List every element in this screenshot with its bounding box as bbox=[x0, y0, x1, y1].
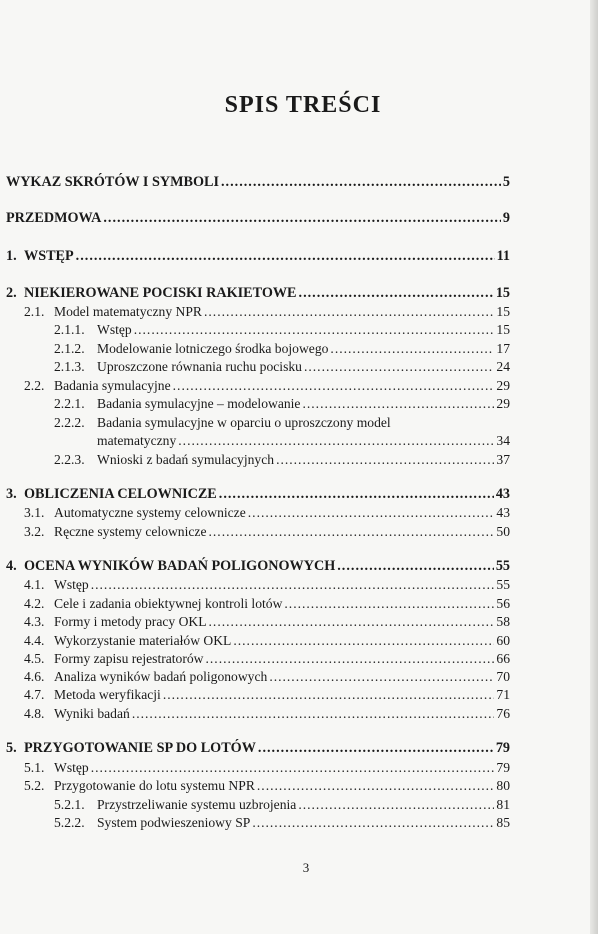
toc-entry[interactable] bbox=[54, 451, 510, 468]
toc-entry-title: NIEKIEROWANE POCISKI RAKIETOWE bbox=[24, 285, 297, 301]
page-number: 3 bbox=[302, 860, 310, 875]
toc-entry-number: 2. bbox=[6, 285, 17, 301]
toc-entry-page: 11 bbox=[496, 248, 510, 264]
toc-entry-title: Badania symulacyjne – modelowanie bbox=[97, 396, 301, 411]
toc-leader-dots bbox=[91, 759, 495, 776]
toc-entry-title: PRZYGOTOWANIE SP DO LOTÓW bbox=[24, 740, 256, 756]
toc-entry[interactable] bbox=[54, 796, 510, 813]
toc-entry-page: 15 bbox=[495, 285, 510, 301]
toc-entry[interactable] bbox=[6, 740, 510, 757]
toc-entry[interactable] bbox=[24, 705, 510, 722]
toc-entry[interactable] bbox=[24, 777, 510, 794]
toc-entry-page: 43 bbox=[495, 486, 510, 502]
toc-entry-title: Formy i metody pracy OKL bbox=[54, 614, 207, 629]
toc-leader-dots bbox=[248, 504, 495, 521]
toc-entry-page: 58 bbox=[496, 614, 510, 629]
toc-entry-number: 2.1.2. bbox=[54, 341, 85, 356]
toc-entry-title: Przygotowanie do lotu systemu NPR bbox=[54, 778, 255, 793]
toc-entry-page: 79 bbox=[495, 740, 510, 756]
toc-entry-number: 2.2.3. bbox=[54, 452, 85, 467]
toc-leader-dots bbox=[132, 705, 495, 722]
toc-entry[interactable] bbox=[6, 558, 510, 575]
toc-leader-dots bbox=[221, 174, 501, 191]
toc-entry-page: 24 bbox=[496, 359, 510, 374]
toc-entry-title: OCENA WYNIKÓW BADAŃ POLIGONOWYCH bbox=[24, 558, 336, 574]
toc-entry-number: 4. bbox=[6, 558, 17, 574]
toc-entry-title: OBLICZENIA CELOWNICZE bbox=[24, 486, 217, 502]
toc-entry[interactable] bbox=[24, 686, 510, 703]
toc-entry[interactable] bbox=[6, 210, 510, 227]
toc-leader-dots bbox=[252, 814, 494, 831]
toc-entry-page: 55 bbox=[496, 577, 510, 592]
toc-entry-page: 15 bbox=[496, 322, 510, 337]
toc-entry-page: 34 bbox=[496, 433, 510, 448]
toc-leader-dots bbox=[298, 796, 494, 813]
toc-leader-dots bbox=[163, 686, 495, 703]
toc-leader-dots bbox=[209, 613, 495, 630]
toc-entry[interactable] bbox=[24, 523, 510, 540]
toc-entry-number: 4.1. bbox=[24, 577, 45, 592]
toc-entry-page: 55 bbox=[495, 558, 510, 574]
toc-leader-dots bbox=[76, 248, 495, 265]
toc-entry-number: 4.8. bbox=[24, 706, 45, 721]
toc-entry-title: Wyniki badań bbox=[54, 706, 130, 721]
toc-leader-dots bbox=[302, 395, 494, 412]
toc-leader-dots bbox=[206, 650, 495, 667]
toc-entry-number: 2.1. bbox=[24, 304, 45, 319]
toc-entry-title: Ręczne systemy celownicze bbox=[54, 524, 207, 539]
toc-entry-page: 76 bbox=[496, 706, 510, 721]
page-title: SPIS TREŚCI bbox=[224, 92, 382, 118]
toc-entry[interactable] bbox=[24, 632, 510, 649]
toc-entry[interactable] bbox=[24, 504, 510, 521]
toc-leader-dots bbox=[219, 486, 494, 503]
toc-entry-number: 5.2.1. bbox=[54, 797, 85, 812]
toc-entry-page: 70 bbox=[496, 669, 510, 684]
toc-entry[interactable] bbox=[24, 650, 510, 667]
toc-entry-title: Wstęp bbox=[54, 577, 89, 592]
toc-entry-number: 2.2.2. bbox=[54, 415, 85, 430]
toc-entry-page: 71 bbox=[496, 687, 510, 702]
toc-entry-number: 4.7. bbox=[24, 687, 45, 702]
toc-entry-page: 5 bbox=[502, 174, 510, 190]
toc-entry[interactable] bbox=[24, 576, 510, 593]
toc-entry[interactable] bbox=[54, 395, 510, 412]
toc-leader-dots bbox=[269, 668, 494, 685]
toc-entry-page: 29 bbox=[496, 396, 510, 411]
toc-entry[interactable] bbox=[6, 248, 510, 265]
toc-entry[interactable] bbox=[24, 759, 510, 776]
toc-entry-title: Przystrzeliwanie systemu uzbrojenia bbox=[97, 797, 297, 812]
toc-leader-dots bbox=[337, 558, 494, 575]
toc-entry-title: Formy zapisu rejestratorów bbox=[54, 651, 204, 666]
toc-entry-title: Wykorzystanie materiałów OKL bbox=[54, 633, 232, 648]
toc-entry[interactable] bbox=[54, 814, 510, 831]
toc-entry-page: 15 bbox=[496, 304, 510, 319]
toc-entry-number: 4.2. bbox=[24, 596, 45, 611]
toc-leader-dots bbox=[134, 321, 495, 338]
toc-entry-number: 2.1.3. bbox=[54, 359, 85, 374]
toc-entry-number: 5.2. bbox=[24, 778, 45, 793]
toc-entry[interactable] bbox=[6, 174, 510, 191]
toc-entry-title: Badania symulacyjne w oparciu o uproszczony model bbox=[97, 415, 391, 430]
toc-leader-dots bbox=[173, 377, 495, 394]
toc-entry-page: 80 bbox=[496, 778, 510, 793]
toc-leader-dots bbox=[204, 303, 494, 320]
toc-entry-title-continuation: matematyczny bbox=[97, 433, 177, 448]
toc-entry[interactable] bbox=[24, 595, 510, 612]
toc-entry-number: 2.1.1. bbox=[54, 322, 85, 337]
toc-entry-page: 50 bbox=[496, 524, 510, 539]
toc-entry-title: WSTĘP bbox=[24, 248, 74, 264]
toc-leader-dots bbox=[276, 451, 494, 468]
toc-leader-dots bbox=[209, 523, 495, 540]
toc-entry-page: 9 bbox=[502, 210, 510, 226]
toc-entry-page: 37 bbox=[496, 452, 510, 467]
toc-entry-title: Analiza wyników badań poligonowych bbox=[54, 669, 268, 684]
toc-entry-title: Uproszczone równania ruchu pocisku bbox=[97, 359, 302, 374]
toc-leader-dots bbox=[330, 340, 494, 357]
toc-entry-continuation[interactable] bbox=[97, 432, 510, 449]
toc-entry-title: Wstęp bbox=[97, 322, 132, 337]
toc-leader-dots bbox=[257, 777, 495, 794]
toc-leader-dots bbox=[103, 210, 501, 227]
toc-entry[interactable] bbox=[54, 321, 510, 338]
toc-entry-page: 85 bbox=[496, 815, 510, 830]
toc-entry-number: 4.5. bbox=[24, 651, 45, 666]
toc-entry-title: Wstęp bbox=[54, 760, 89, 775]
toc-entry-page: 29 bbox=[496, 378, 510, 393]
toc-entry-title: System podwieszeniowy SP bbox=[97, 815, 251, 830]
toc-leader-dots bbox=[304, 358, 494, 375]
toc-entry-number: 4.6. bbox=[24, 669, 45, 684]
toc-leader-dots bbox=[258, 740, 494, 757]
toc-leader-dots bbox=[284, 595, 494, 612]
toc-entry-number: 2.2. bbox=[24, 378, 45, 393]
toc-entry-number: 4.4. bbox=[24, 633, 45, 648]
toc-leader-dots bbox=[178, 432, 494, 449]
toc-entry-number: 4.3. bbox=[24, 614, 45, 629]
toc-entry-page: 60 bbox=[496, 633, 510, 648]
toc-entry-title: Wnioski z badań symulacyjnych bbox=[97, 452, 275, 467]
toc-entry[interactable] bbox=[54, 340, 510, 357]
toc-entry[interactable] bbox=[54, 358, 510, 375]
toc-entry-title: Metoda weryfikacji bbox=[54, 687, 161, 702]
toc-leader-dots bbox=[299, 285, 494, 302]
toc-entry[interactable] bbox=[24, 668, 510, 685]
toc-entry[interactable] bbox=[24, 303, 510, 320]
toc-entry[interactable] bbox=[24, 377, 510, 394]
toc-entry-number: 5.2.2. bbox=[54, 815, 85, 830]
toc-entry-title: Automatyczne systemy celownicze bbox=[54, 505, 246, 520]
toc-leader-dots bbox=[233, 632, 494, 649]
toc-entry-first-line[interactable] bbox=[54, 414, 510, 431]
toc-entry-title: Model matematyczny NPR bbox=[54, 304, 202, 319]
toc-entry-page: 56 bbox=[496, 596, 510, 611]
toc-entry-page: 43 bbox=[496, 505, 510, 520]
toc-entry-title: WYKAZ SKRÓTÓW I SYMBOLI bbox=[6, 174, 219, 190]
toc-entry-title: PRZEDMOWA bbox=[6, 210, 102, 226]
toc-entry-title: Cele i zadania obiektywnej kontroli lotów bbox=[54, 596, 283, 611]
toc-leader-dots bbox=[91, 576, 495, 593]
toc-entry-page: 79 bbox=[496, 760, 510, 775]
toc-entry-title: Modelowanie lotniczego środka bojowego bbox=[97, 341, 329, 356]
toc-entry-number: 3.2. bbox=[24, 524, 45, 539]
toc-entry-number: 5.1. bbox=[24, 760, 45, 775]
toc-entry[interactable] bbox=[6, 486, 510, 503]
toc-entry-page: 66 bbox=[496, 651, 510, 666]
toc-entry-page: 81 bbox=[496, 797, 510, 812]
toc-entry[interactable] bbox=[24, 613, 510, 630]
toc-entry-number: 5. bbox=[6, 740, 17, 756]
toc-entry-number: 3. bbox=[6, 486, 17, 502]
toc-entry-title: Badania symulacyjne bbox=[54, 378, 171, 393]
toc-entry-number: 2.2.1. bbox=[54, 396, 85, 411]
toc-entry[interactable] bbox=[6, 285, 510, 302]
toc-entry-number: 3.1. bbox=[24, 505, 45, 520]
page-edge bbox=[590, 0, 598, 934]
toc-entry-page: 17 bbox=[496, 341, 510, 356]
toc-entry-number: 1. bbox=[6, 248, 17, 264]
